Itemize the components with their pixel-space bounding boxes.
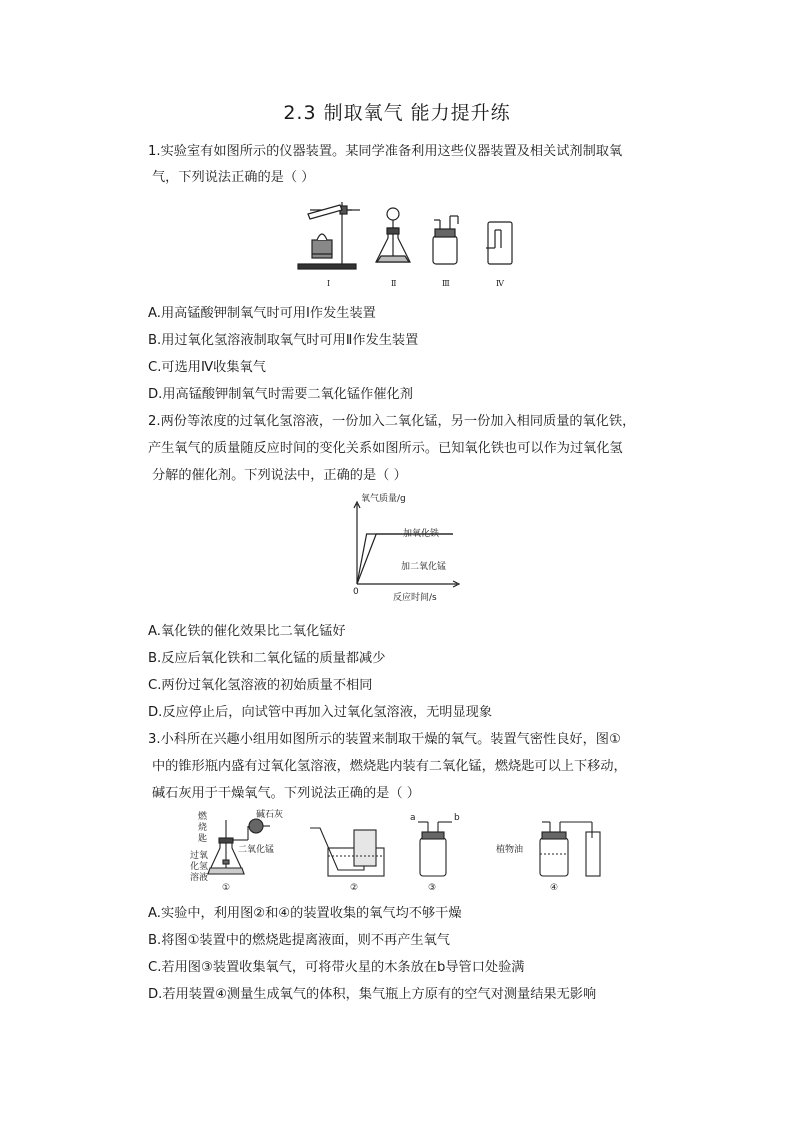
- label-oil: 植物油: [496, 845, 524, 855]
- q1-option-d: D.用高锰酸钾制氧气时需要二氧化锰作催化剂: [148, 387, 413, 402]
- q2-chart: [345, 492, 465, 604]
- label-solution-2: 化氢: [190, 862, 209, 872]
- label-spoon-3: 匙: [198, 834, 208, 844]
- figure-3-bottle: [418, 822, 452, 876]
- q1-apparatus-figure: [290, 196, 520, 292]
- q1-stem-line2: 气，下列说法正确的是（ ）: [152, 170, 315, 185]
- figure-label-iv: Ⅳ: [496, 279, 504, 288]
- label-solution-3: 溶液: [190, 873, 209, 883]
- q3-apparatus-figure: [190, 808, 620, 894]
- q2-stem-line1: 2.两份等浓度的过氧化氢溶液，一份加入二氧化锰，另一份加入相同质量的氧化铁，: [148, 414, 636, 429]
- q2-option-c: C.两份过氧化氢溶液的初始质量不相同: [148, 678, 373, 693]
- chart-series-label-mn: 加二氧化锰: [401, 562, 447, 572]
- q1-option-b: B.用过氧化氢溶液制取氧气时可用Ⅱ作发生装置: [148, 333, 419, 348]
- chart-line-fe: [357, 534, 453, 584]
- q3-option-d: D.若用装置④测量生成氧气的体积，集气瓶上方原有的空气对测量结果无影响: [148, 987, 597, 1002]
- q1-option-a: A.用高锰酸钾制氧气时可用Ⅰ作发生装置: [148, 306, 376, 321]
- q2-stem-line2: 产生氧气的质量随反应时间的变化关系如图所示。已知氧化铁也可以作为过氧化氢: [148, 441, 623, 456]
- figure-number-3: ③: [428, 883, 437, 893]
- q3-stem-line1: 3.小科所在兴趣小组用如图所示的装置来制取干燥的氧气。装置气密性良好，图①: [148, 732, 621, 747]
- q3-option-a: A.实验中，利用图②和④的装置收集的氧气均不够干燥: [148, 906, 462, 921]
- chart-series-label-fe: 加氧化铁: [403, 529, 440, 539]
- figure-label-ii: Ⅱ: [391, 279, 397, 288]
- figure-label-i: Ⅰ: [327, 279, 331, 288]
- page-title: 2.3 制取氧气 能力提升练: [283, 102, 511, 124]
- figure-4-measure: [540, 822, 600, 876]
- q3-option-b: B.将图①装置中的燃烧匙提离液面，则不再产生氧气: [148, 933, 450, 948]
- label-mno2: 二氧化锰: [238, 845, 275, 855]
- figure-2-trough: [310, 828, 384, 876]
- figure-number-2: ②: [350, 883, 359, 893]
- q1-option-c: C.可选用Ⅳ收集氧气: [148, 360, 266, 375]
- chart-xlabel: 反应时间/s: [393, 593, 437, 603]
- apparatus-ii: [376, 208, 410, 262]
- q2-option-b: B.反应后氧化铁和二氧化锰的质量都减少: [148, 651, 386, 666]
- figure-number-4: ④: [550, 883, 559, 893]
- q2-option-a: A.氧化铁的催化效果比二氧化锰好: [148, 624, 346, 639]
- q1-stem-line1: 1.实验室有如图所示的仪器装置。某同学准备利用这些仪器装置及相关试剂制取氧: [148, 144, 623, 159]
- apparatus-iv: [486, 222, 512, 264]
- label-a: a: [410, 813, 416, 823]
- label-spoon-1: 燃: [198, 812, 208, 822]
- q3-option-c: C.若用图③装置收集氧气，可将带火星的木条放在b导管口处验满: [148, 960, 525, 975]
- chart-ylabel: 氧气质量/g: [361, 494, 406, 504]
- q2-stem-line3: 分解的催化剂。下列说法中，正确的是（ ）: [152, 468, 407, 483]
- q2-option-d: D.反应停止后，向试管中再加入过氧化氢溶液，无明显现象: [148, 705, 493, 720]
- chart-line-mn: [357, 534, 453, 584]
- label-b: b: [454, 813, 460, 823]
- label-spoon-2: 烧: [198, 823, 208, 833]
- q3-stem-line2: 中的锥形瓶内盛有过氧化氢溶液，燃烧匙内装有二氧化锰，燃烧匙可以上下移动，: [152, 759, 627, 774]
- apparatus-i: [298, 202, 360, 269]
- figure-label-iii: Ⅲ: [442, 279, 450, 288]
- chart-origin: 0: [353, 587, 359, 597]
- apparatus-iii: [433, 216, 458, 264]
- q3-stem-line3: 碱石灰用于干燥氧气。下列说法正确的是（ ）: [152, 786, 420, 801]
- label-sodalime: 碱石灰: [256, 810, 284, 820]
- label-solution-1: 过氧: [190, 851, 209, 861]
- figure-number-1: ①: [222, 883, 231, 893]
